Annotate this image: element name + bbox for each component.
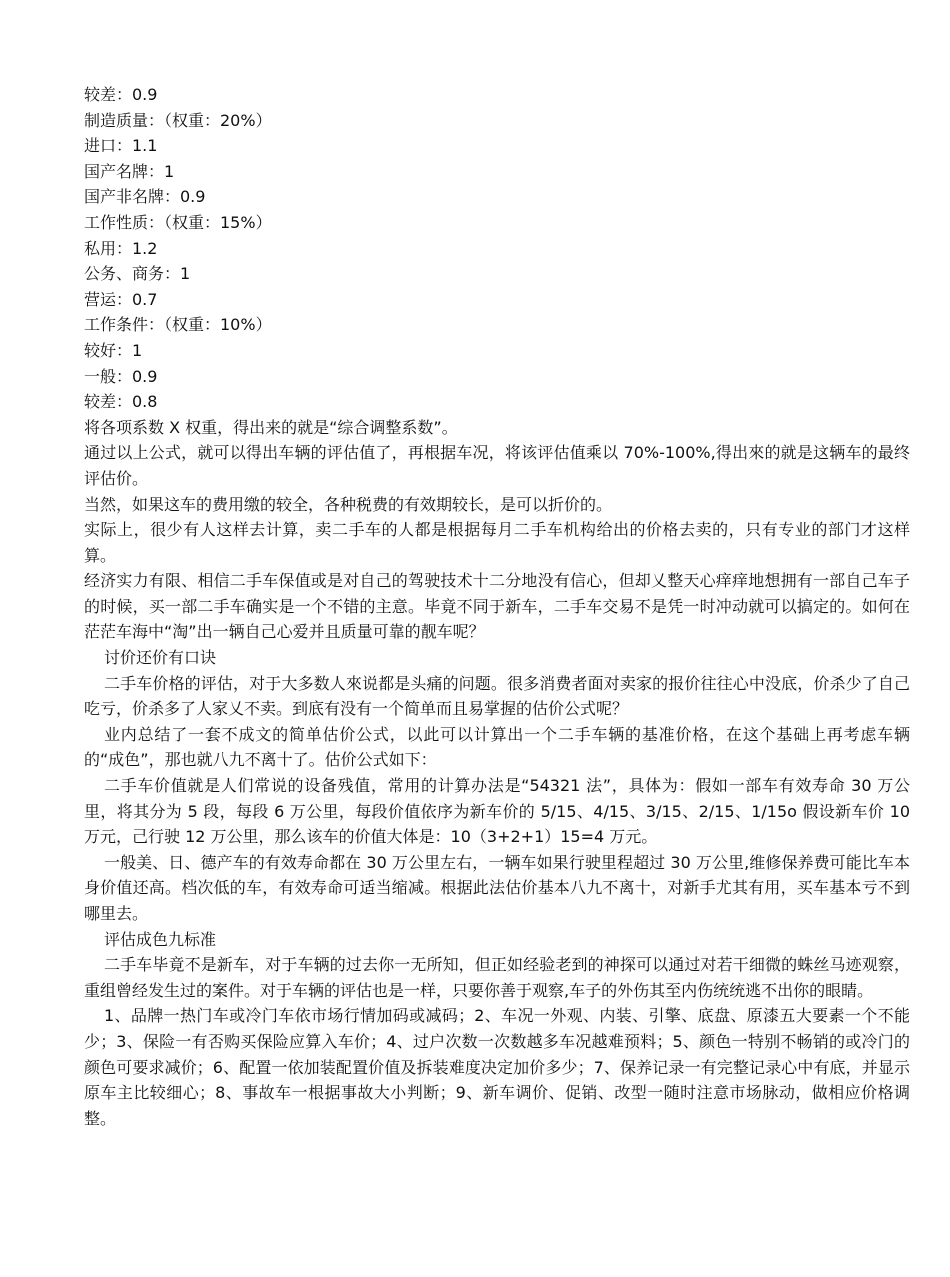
factor-list [84,82,910,415]
section-heading-nine-criteria: 评估成色九标准 [104,929,217,949]
paragraph-criteria: 1、品牌一热门车或冷门车依市场行情加码或减码；2、车况一外观、内装、引擎、底盘、原漆五大要素一个不能少；3、保险一有否购买保险应算入车价；4、过户次数一次数越多车况越难预料；5、颜色一特别不畅销的或冷门的颜色可要求减价；6、配置一依加装配置价值及拆装难度决定加价多少；7、保养记录一有完整记录心中有底，并显示原车主比较细心；8、事故车一根据事故大小判断；9、新车调价、促销、改型一随时注意市场脉动，做相应价格调整。 [84,1006,910,1128]
factor-line: 较差：0.9 [84,85,158,104]
paragraph-economy: 经济实力有限、相信二手车保值或是对自己的驾驶技术十二分地没有信心，但却乂整天心痒痒地想拥有一部自己车子的时候，买一部二手车确实是一个不错的主意。毕竟不同于新车，二手车交易不是凭一时冲动就可以搞定的。如何在茫茫车海中“淘”出一辆自己心爱并且质量可靠的靓车呢？ [84,571,910,642]
factor-line: 国产非名牌：0.9 [84,187,206,207]
factor-line: 较差：0.8 [84,392,158,412]
factor-line: 进口：1.1 [84,136,158,156]
factor-heading: 工作条件：（权重：10%） [84,315,272,335]
paragraph-headache: 二手车价格的评估，对于大多数人來说都是头痛的问题。很多消费者面对卖家的报价往往心中没底，价杀少了自己吃亏，价杀多了人家乂不卖。到底有没有一个简单而且易掌握的估价公式呢？ [84,673,910,719]
paragraph-discount: 当然，如果这车的费用缴的较全，各种税费的有效期较长，是可以折价的。 [84,494,613,514]
paragraph-detective: 二手车毕竟不是新车，对于车辆的过去你一无所知，但正如经验老到的神探可以通过对若干细微的蛛丝马迹观察，重组曾经发生过的案件。对于车辆的评估也是一样，只要你善于观察,车子的外伤其至内伤统统逃不出你的眼睛。 [84,955,910,1000]
paragraph-weight: 将各项系数 X 权重，得出来的就是“综合调整系数”。 [84,417,458,437]
factor-line: 公务、商务：1 [84,264,191,284]
factor-line: 国产名牌：1 [84,161,175,181]
factor-line: 一般：0.9 [84,366,158,386]
paragraph-lifespan: 一般美、日、德产车的有效寿命都在 30 万公里左右，一辆车如果行驶里程超过 30 万公里,维修保养费可能比车本身价值还高。档次低的车，有效寿命可适当缩减。根据此法估价基本八九不离十，对新手尤其有用，买车基本亏不到哪里去。 [84,852,910,923]
factor-heading: 制造质量：（权重：20%） [84,110,272,130]
paragraph-54321: 二手车价值就是人们常说的设备残值，常用的计算办法是“54321 法”，具体为：假如一部车有效寿命 30 万公里，将其分为 5 段，每段 6 万公里，每段价值依序为新车价的 5/15、4/15、3/15、2/15、1/15o 假设新车价 10 万元，己行驶 12 万公里，那么该车的价值大体是：10（3+2+1）15=4 万元。 [84,776,910,847]
factor-line: 较好：1 [84,340,143,360]
paragraph-formula: 通过以上公式，就可以得出车辆的评估值了，再根据车况，将该评估值乘以 70%-100%,得出來的就是这辆车的最终评估价。 [84,443,910,488]
document-page [84,82,910,1131]
factor-heading: 工作性质：（权重：15%） [84,212,272,232]
section-heading-bargain: 讨价还价有口诀 [104,648,217,668]
factor-line: 营运：0.7 [84,289,158,309]
factor-line: 私用：1.2 [84,238,158,258]
paragraph-industry: 业内总结了一套不成文的简单估价公式，以此可以计算出一个二手车辆的基准价格，在这个基础上再考虑车辆的“成色”，那也就八九不离十了。估价公式如下： [84,724,910,770]
paragraph-reality: 实际上，很少有人这样去计算，卖二手车的人都是根据每月二手车机构给出的价格去卖的，只有专业的部门才这样算。 [84,520,910,565]
